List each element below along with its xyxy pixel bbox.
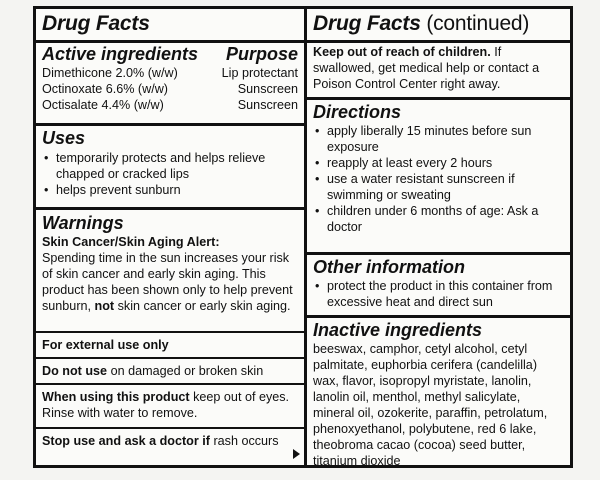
ingredient-row xyxy=(42,65,298,81)
skin-cancer-alert-title: Skin Cancer/Skin Aging Alert: xyxy=(42,235,220,249)
list-item: • protect the product in this container from excessive heat and direct sun xyxy=(313,278,564,310)
list-item: • use a water resistant sunscreen if swimming or sweating xyxy=(313,171,564,203)
list-item: • children under 6 months of age: Ask a doctor xyxy=(313,203,564,235)
drug-facts-continued-title: Drug Facts (continued) xyxy=(313,12,530,35)
inactive-ingredients-heading: Inactive ingredients xyxy=(313,320,483,340)
other-information-heading: Other information xyxy=(313,257,465,277)
ingredient-row xyxy=(42,97,298,113)
other-information-section xyxy=(307,256,570,310)
active-ingredients-section xyxy=(36,43,304,113)
directions-section xyxy=(307,101,570,235)
list-item: • helps prevent sunburn xyxy=(42,182,298,198)
ingredient-name: Dimethicone 2.0% (w/w) xyxy=(42,66,178,80)
directions-heading: Directions xyxy=(313,102,402,122)
ingredient-purpose: Sunscreen xyxy=(237,82,298,96)
drug-facts-continued-title-section xyxy=(307,11,570,37)
ingredient-name: Octisalate 4.4% (w/w) xyxy=(42,98,164,112)
drug-facts-panel xyxy=(33,6,573,468)
divider xyxy=(36,331,304,333)
continue-arrow-icon xyxy=(293,449,300,459)
divider xyxy=(36,207,304,210)
ingredient-name: Octinoxate 6.6% (w/w) xyxy=(42,82,168,96)
external-use-line: For external use only xyxy=(42,338,169,352)
inactive-ingredients-section xyxy=(307,319,570,469)
active-ingredients-heading: Active ingredients xyxy=(42,44,199,64)
stop-use-line: Stop use and ask a doctor if rash occurs xyxy=(42,434,279,448)
divider xyxy=(36,123,304,126)
keep-out-of-reach-section: Keep out of reach of children. If swallowed, get medical help or contact a Poison Control Center right away. xyxy=(313,45,540,91)
uses-section xyxy=(36,127,304,198)
do-not-use-line: Do not use on damaged or broken skin xyxy=(42,364,264,378)
divider xyxy=(307,252,570,255)
list-item: • apply liberally 15 minutes before sun exposure xyxy=(313,123,564,155)
divider xyxy=(36,357,304,359)
divider xyxy=(307,97,570,100)
drug-facts-title-section xyxy=(36,11,304,37)
purpose-heading: Purpose xyxy=(225,44,298,64)
drug-facts-title: Drug Facts xyxy=(42,12,150,35)
divider xyxy=(36,383,304,385)
when-using-line: When using this product keep out of eyes. Rinse with water to remove. xyxy=(42,390,290,420)
ingredient-row xyxy=(42,81,298,97)
ingredient-purpose: Lip protectant xyxy=(221,66,298,80)
divider xyxy=(36,427,304,429)
warnings-heading: Warnings xyxy=(42,213,124,233)
list-item: • temporarily protects and helps relieve chapped or cracked lips xyxy=(42,150,298,182)
right-column xyxy=(307,9,570,468)
inactive-ingredients-list: beeswax, camphor, cetyl alcohol, cetyl palmitate, euphorbia cerifera (candelilla) wax, flavor, isopropyl myristate, lanolin, lanolin oil, menthol, methyl salicylate, mineral oil, ozokerite, paraffin, petrolatum, phenoxyethanol, polybutene, red 6 lake, theobroma cacao (cocoa) seed butter, titanium dioxide xyxy=(313,342,548,468)
divider xyxy=(307,315,570,318)
list-item: • reapply at least every 2 hours xyxy=(313,155,564,171)
warnings-section xyxy=(36,212,304,314)
uses-heading: Uses xyxy=(42,128,86,148)
divider xyxy=(307,40,570,43)
skin-cancer-alert-text: Spending time in the sun increases your risk of skin cancer and early skin aging. This product has been shown only to help prevent sunburn, not skin cancer or early skin aging. xyxy=(42,251,293,313)
ingredient-purpose: Sunscreen xyxy=(237,98,298,112)
left-column xyxy=(36,9,307,465)
